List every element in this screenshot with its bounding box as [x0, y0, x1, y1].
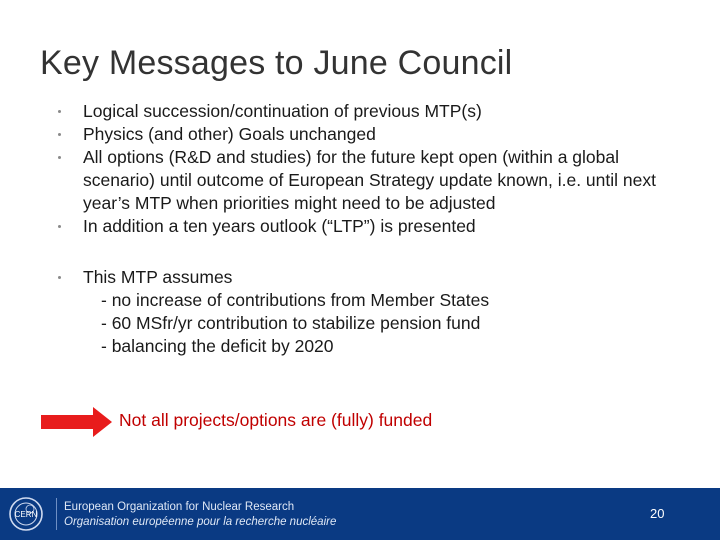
- mtp-lead: This MTP assumes: [83, 267, 233, 287]
- bullet-dot: [58, 225, 61, 228]
- mtp-subitem: - no increase of contributions from Member States: [101, 290, 490, 310]
- bullet-text: Physics (and other) Goals unchanged: [83, 124, 376, 144]
- bullet-item: [52, 146, 692, 215]
- svg-text:CERN: CERN: [14, 510, 38, 519]
- org-name-fr: Organisation européenne pour la recherche nucléaire: [64, 516, 337, 528]
- bullet-item-mtp: [52, 266, 692, 358]
- bullet-list: [52, 100, 692, 358]
- footer-bar: [0, 488, 720, 540]
- cern-logo-icon: [8, 496, 44, 532]
- bullet-dot: [58, 156, 61, 159]
- bullet-item: [52, 100, 692, 123]
- red-arrow-icon: [41, 407, 112, 437]
- bullet-dot: [58, 276, 61, 279]
- org-name-en: European Organization for Nuclear Research: [64, 501, 295, 513]
- slide-title: Key Messages to June Council: [40, 44, 513, 82]
- bullet-text: All options (R&D and studies) for the future kept open (within a global scenario) until outcome of European Strategy update known, i.e. until next year’s MTP when priorities might need to be adjusted: [83, 147, 656, 213]
- bullet-dot: [58, 110, 61, 113]
- footer-divider: [56, 498, 57, 530]
- bullet-text: In addition a ten years outlook (“LTP”) is presented: [83, 216, 476, 236]
- bullet-item: [52, 123, 692, 146]
- mtp-subitem: - balancing the deficit by 2020: [101, 336, 334, 356]
- bullet-item: [52, 215, 692, 238]
- highlight-text: Not all projects/options are (fully) funded: [119, 410, 433, 430]
- bullet-text: Logical succession/continuation of previous MTP(s): [83, 101, 482, 121]
- page-number: 20: [650, 506, 665, 521]
- bullet-dot: [58, 133, 61, 136]
- mtp-subitem: - 60 MSfr/yr contribution to stabilize pension fund: [101, 313, 481, 333]
